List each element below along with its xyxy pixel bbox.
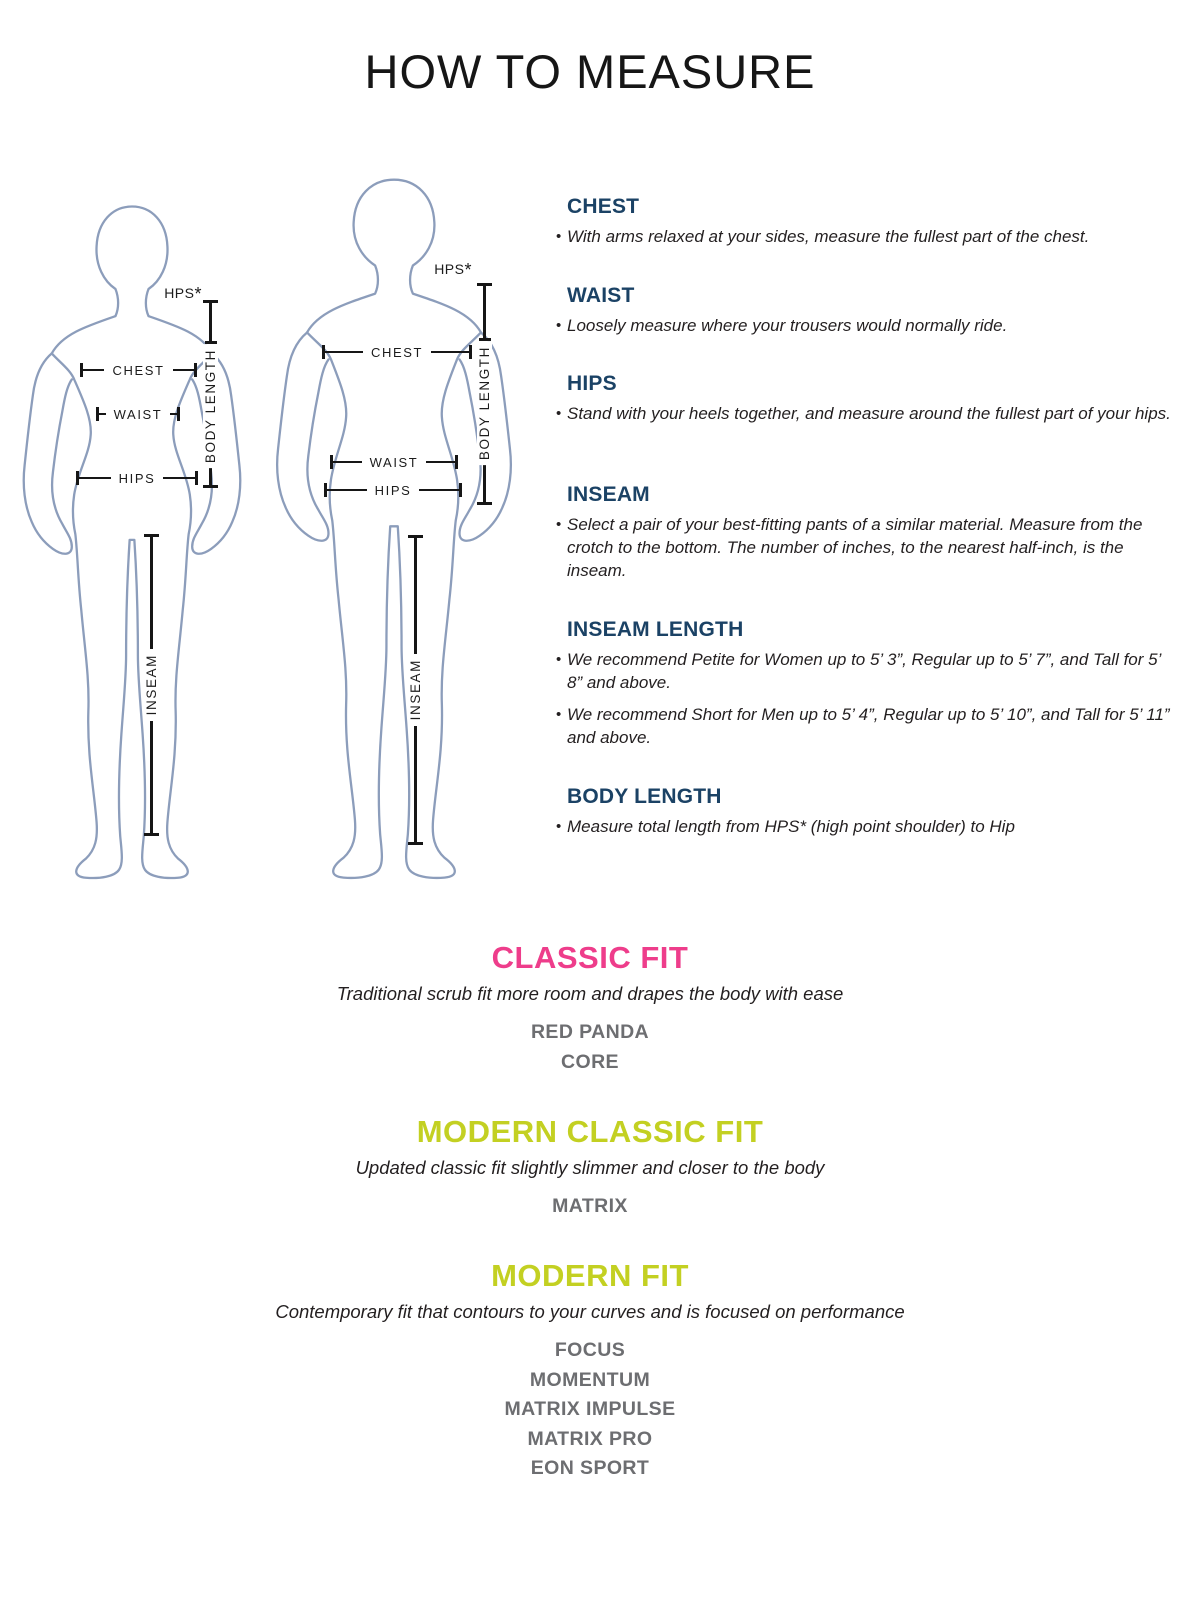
section-heading: BODY LENGTH <box>567 785 722 808</box>
fit-description: Traditional scrub fit more room and drapes the body with ease <box>336 983 844 1004</box>
fit-description: Updated classic fit slightly slimmer and closer to the body <box>355 1157 825 1178</box>
fit-name: MODERN FIT <box>491 1258 689 1293</box>
body-length-label: BODY LENGTH <box>203 344 218 468</box>
male-hps-label: HPS* <box>434 260 472 280</box>
brand-name: MATRIX PRO <box>527 1427 653 1450</box>
section-hips <box>556 372 1172 425</box>
page-title: HOW TO MEASURE <box>364 45 816 98</box>
bullet-item: • Select a pair of your best-fitting pants of a similar material. Measure from the crotch to the bottom. The number of inches, to the nearest half-inch, is the inseam. <box>556 513 1172 582</box>
bullet-item: • Measure total length from HPS* (high point shoulder) to Hip <box>556 815 1172 838</box>
female-inseam-measure-line <box>144 534 159 836</box>
section-heading: INSEAM LENGTH <box>567 618 744 641</box>
male-figure-outline <box>268 175 520 880</box>
section-heading: INSEAM <box>567 483 650 506</box>
inseam-label: INSEAM <box>144 649 159 720</box>
waist-label: WAIST <box>369 454 419 470</box>
brand-name: MOMENTUM <box>529 1368 651 1391</box>
section-inseam-length <box>556 618 1172 749</box>
section-heading: HIPS <box>567 372 617 395</box>
fit-brand-list <box>0 1018 1180 1077</box>
asterisk: * <box>464 260 472 280</box>
measure-cap <box>408 842 423 845</box>
male-chest-measure-line <box>322 345 472 359</box>
bullet-item: • Stand with your heels together, and measure around the fullest part of your hips. <box>556 402 1172 425</box>
brand-name: CORE <box>561 1050 619 1073</box>
fit-name: MODERN CLASSIC FIT <box>416 1114 764 1149</box>
bullet-item: • With arms relaxed at your sides, measure the fullest part of the chest. <box>556 225 1172 248</box>
body-length-label: BODY LENGTH <box>477 341 492 465</box>
bullet-item: • We recommend Short for Men up to 5’ 4”, Regular up to 5’ 10”, and Tall for 5’ 11” and above. <box>556 703 1172 749</box>
male-waist-measure-line <box>330 455 458 469</box>
brand-name: MATRIX <box>552 1195 628 1217</box>
brand-name: FOCUS <box>554 1339 626 1361</box>
measure-cap <box>459 483 462 497</box>
section-chest <box>556 195 1172 248</box>
hips-label: HIPS <box>118 470 156 486</box>
brand-name: MATRIX IMPULSE <box>504 1398 676 1420</box>
section-heading: CHEST <box>567 195 640 218</box>
measure-cap <box>144 833 159 836</box>
measure-cap <box>477 502 492 505</box>
female-waist-measure-line <box>96 407 180 421</box>
bullet-item: • Loosely measure where your trousers would normally ride. <box>556 314 1172 337</box>
measure-cap <box>177 407 180 421</box>
female-chest-measure-line <box>80 363 197 377</box>
inseam-label: INSEAM <box>408 654 423 725</box>
male-left-arm-outline <box>277 332 328 540</box>
chest-label: CHEST <box>370 344 424 360</box>
brand-name: RED PANDA <box>530 1021 650 1043</box>
bullet-item: • We recommend Petite for Women up to 5’ 3”, Regular up to 5’ 7”, and Tall for 5’ 8” and above. <box>556 648 1172 694</box>
waist-label: WAIST <box>113 406 163 422</box>
section-waist <box>556 284 1172 337</box>
male-inseam-measure-line <box>408 535 423 845</box>
female-hips-measure-line <box>76 471 198 485</box>
measure-cap <box>203 485 218 488</box>
female-body-outline <box>52 207 212 878</box>
female-hps-label: HPS* <box>164 284 202 304</box>
fit-section-classic <box>0 940 1180 1077</box>
fit-brand-list <box>0 1336 1180 1484</box>
fit-name: CLASSIC FIT <box>491 940 689 975</box>
fit-section-modern <box>0 1258 1180 1484</box>
measure-cap <box>455 455 458 469</box>
measure-cap <box>195 471 198 485</box>
fit-description: Contemporary fit that contours to your curves and is focused on performance <box>275 1301 905 1322</box>
female-left-arm-outline <box>24 353 72 553</box>
chest-label: CHEST <box>112 362 165 378</box>
male-hips-measure-line <box>324 483 462 497</box>
measure-cap <box>194 363 197 377</box>
brand-name: EON SPORT <box>530 1457 650 1479</box>
section-heading: WAIST <box>567 284 635 307</box>
section-inseam <box>556 483 1172 582</box>
hips-label: HIPS <box>374 482 412 498</box>
measure-cap <box>469 345 472 359</box>
fit-section-modern-classic <box>0 1114 1180 1222</box>
asterisk: * <box>194 284 202 304</box>
female-body-length-measure-line <box>203 300 218 488</box>
male-body-outline <box>307 180 481 878</box>
fit-brand-list <box>0 1192 1180 1222</box>
male-body-length-measure-line <box>477 283 492 505</box>
section-body-length <box>556 785 1172 838</box>
